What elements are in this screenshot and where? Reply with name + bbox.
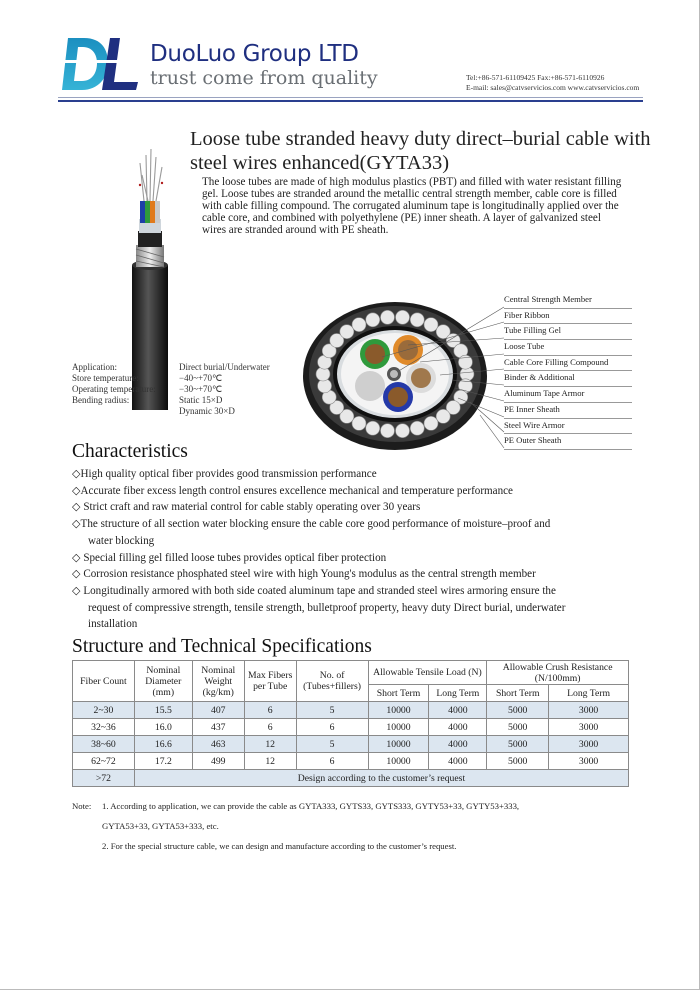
header-rule-thin (58, 97, 643, 98)
steel-wire-circle (424, 318, 438, 332)
cell-weight: 437 (192, 719, 244, 736)
table-row-custom (73, 770, 629, 787)
header-rule-thick (58, 100, 643, 102)
layer-label: Fiber Ribbon (504, 309, 632, 325)
characteristic-item (72, 583, 652, 633)
table-header-row (73, 661, 629, 685)
steel-wire-circle (396, 424, 410, 438)
steel-wire-circle (436, 409, 450, 423)
store-temp-label: Store temperature: (72, 373, 139, 383)
steel-wire-circle (352, 318, 366, 332)
characteristic-item (72, 566, 652, 583)
brand-tagline: trust come from quality (150, 67, 378, 89)
steel-wire-circle (458, 355, 472, 369)
cell-fiber-count: >72 (73, 770, 135, 787)
steel-wire-circle (410, 421, 424, 435)
cell-crush-short: 5000 (487, 736, 549, 753)
steel-wire-circle (352, 416, 366, 430)
cell-tubes: 6 (296, 719, 368, 736)
operating-temp-label: Operating temperature: (72, 384, 156, 394)
characteristic-item (72, 483, 652, 500)
layer-label: Cable Core Filling Compound (504, 356, 632, 372)
application-value: Direct burial/Underwater (179, 362, 270, 372)
application-label: Application: (72, 362, 117, 372)
operating-temp-value: −30~+70℃ (179, 384, 223, 394)
cell-weight: 499 (192, 753, 244, 770)
header-tensile-long: Long Term (429, 685, 487, 702)
cell-tubes: 6 (296, 753, 368, 770)
cell-crush-short: 5000 (487, 753, 549, 770)
cell-tensile-long: 4000 (429, 736, 487, 753)
cell-tensile-short: 10000 (368, 753, 429, 770)
application-row (72, 362, 312, 373)
characteristic-text-cont: installation (88, 618, 138, 631)
cell-tensile-short: 10000 (368, 736, 429, 753)
diamond-bullet-icon: ◇ (72, 584, 81, 597)
bending-radius-row (72, 395, 312, 406)
store-temp-value: −40~+70℃ (179, 373, 223, 383)
layer-label: PE Outer Sheath (504, 434, 632, 450)
characteristics-heading: Characteristics (72, 441, 188, 462)
cell-tensile-long: 4000 (429, 719, 487, 736)
steel-wire-circle (366, 313, 380, 327)
layer-label: Tube Filling Gel (504, 324, 632, 340)
header-diameter: Nominal Diameter (mm) (134, 661, 192, 702)
cell-diameter: 16.6 (134, 736, 192, 753)
table-row (73, 736, 629, 753)
diamond-bullet-icon: ◇ (72, 551, 81, 564)
note-item (72, 801, 652, 812)
steel-wire-circle (396, 310, 410, 324)
characteristic-text: Longitudinally armored with both side coated aluminum tape and stranded steel wires armoring ensure the (80, 584, 556, 597)
store-temp-row (72, 373, 312, 384)
characteristic-item (72, 550, 652, 567)
characteristic-item (72, 466, 652, 483)
cell-tensile-short: 10000 (368, 719, 429, 736)
steel-wire-circle (380, 310, 394, 324)
cell-tubes: 5 (296, 736, 368, 753)
header-tensile: Allowable Tensile Load (N) (368, 661, 487, 685)
steel-wire-circle (380, 424, 394, 438)
cell-tensile-long: 4000 (429, 753, 487, 770)
note-block (72, 801, 652, 852)
cell-diameter: 16.0 (134, 719, 192, 736)
cell-diameter: 17.2 (134, 753, 192, 770)
cell-crush-short: 5000 (487, 702, 549, 719)
header-crush-long: Long Term (549, 685, 629, 702)
diamond-bullet-icon: ◇ (72, 568, 81, 581)
characteristic-item (72, 516, 652, 549)
cell-crush-long: 3000 (549, 736, 629, 753)
steel-wire-circle (410, 313, 424, 327)
cell-diameter: 15.5 (134, 702, 192, 719)
steel-wire-circle (424, 416, 438, 430)
diamond-bullet-icon: ◇ (72, 484, 81, 497)
cell-max-fibers: 6 (244, 702, 296, 719)
note-text-cont: GYTA53+33, GYTA53+333, etc. (102, 821, 219, 831)
cell-crush-short: 5000 (487, 719, 549, 736)
cell-fiber-count: 38~60 (73, 736, 135, 753)
bending-radius-dynamic: Dynamic 30×D (179, 406, 235, 416)
steel-wire-circle (340, 325, 354, 339)
header-max-fibers: Max Fibers per Tube (244, 661, 296, 702)
cable-cross-section-illustration (300, 294, 510, 454)
cell-max-fibers: 12 (244, 736, 296, 753)
layer-label: Loose Tube (504, 340, 632, 356)
layer-label: Central Strength Member (504, 293, 632, 309)
table-row (73, 702, 629, 719)
characteristic-text: Accurate fiber excess length control ensures excellence mechanical and temperature performance (80, 484, 513, 497)
cell-weight: 463 (192, 736, 244, 753)
cell-tensile-long: 4000 (429, 702, 487, 719)
cell-crush-long: 3000 (549, 702, 629, 719)
product-description: The loose tubes are made of high modulus plastics (PBT) and filled with water resistant filling gel. Loose tubes are stranded around the metallic central strength member, cable core is filled with cable filling compound. The corrugated aluminum tape is longitudinally applied over the cable core, and combined with polyethylene (PE) inner sheath. A layer of galvanized steel wires are stranded around with PE sheath. (202, 176, 622, 237)
layer-label: Aluminum Tape Armor (504, 387, 632, 403)
layer-label: Steel Wire Armor (504, 419, 632, 435)
header-tensile-short: Short Term (368, 685, 429, 702)
characteristic-text-cont: water blocking (88, 534, 155, 547)
cell-fiber-count: 32~36 (73, 719, 135, 736)
cell-crush-long: 3000 (549, 753, 629, 770)
characteristic-text: Corrosion resistance phosphated steel wire with high Young's modulus as the central strength member (80, 568, 536, 581)
bending-radius-label: Bending radius: (72, 395, 130, 405)
cell-fiber-count: 2~30 (73, 702, 135, 719)
header-tubes: No. of (Tubes+fillers) (296, 661, 368, 702)
specifications-heading: Structure and Technical Specifications (72, 636, 372, 657)
table-row (73, 719, 629, 736)
cell-crush-long: 3000 (549, 719, 629, 736)
table-row (73, 753, 629, 770)
cell-custom-design: Design according to the customer’s request (134, 770, 628, 787)
contact-email-web: E-mail: sales@catvservicios.com www.catvservicios.com (466, 83, 640, 92)
characteristic-text: Strict craft and raw material control for cable stably operating over 30 years (80, 501, 421, 514)
note-label: Note: (72, 801, 92, 811)
diamond-bullet-icon: ◇ (72, 518, 81, 531)
characteristic-item (72, 499, 652, 516)
note-text: 1. According to application, we can provide the cable as GYTA333, GYTS33, GYTS333, GYTY53+33, GYTY53+333, (102, 801, 520, 811)
cell-weight: 407 (192, 702, 244, 719)
duoluo-logo (58, 32, 140, 96)
application-info (72, 362, 312, 417)
header-fiber-count: Fiber Count (73, 661, 135, 702)
cell-tubes: 5 (296, 702, 368, 719)
characteristic-text: The structure of all section water blocking ensure the cable core good performance of moisture–proof and (80, 518, 551, 531)
note-text: 2. For the special structure cable, we can design and manufacture according to the customer’s request. (102, 841, 457, 851)
characteristic-text: Special filling gel filled loose tubes provides optical fiber protection (80, 551, 387, 564)
header-crush-short: Short Term (487, 685, 549, 702)
characteristic-text: High quality optical fiber provides good transmission performance (80, 468, 377, 480)
specifications-table (72, 660, 629, 787)
layer-label: PE Inner Sheath (504, 403, 632, 419)
operating-temp-row (72, 384, 312, 395)
layer-legend (504, 293, 632, 450)
cell-max-fibers: 12 (244, 753, 296, 770)
layer-label: Binder & Additional (504, 371, 632, 387)
characteristics-list (72, 466, 652, 633)
contact-phone-fax: Tel:+86-571-61109425 Fax:+86-571-6110926 (466, 73, 605, 82)
header-weight: Nominal Weight (kg/km) (192, 661, 244, 702)
steel-wire-circle (366, 421, 380, 435)
diamond-bullet-icon: ◇ (72, 501, 81, 514)
cell-max-fibers: 6 (244, 719, 296, 736)
characteristic-text-cont: request of compressive strength, tensile strength, bulletproof property, heavy duty Direct burial, underwater (88, 601, 566, 614)
cell-tensile-short: 10000 (368, 702, 429, 719)
product-title: Loose tube stranded heavy duty direct–burial cable with steel wires enhanced(GYTA33) (190, 128, 651, 174)
header-crush: Allowable Crush Resistance (N/100mm) (487, 661, 629, 685)
brand-name: DuoLuo Group LTD (150, 41, 359, 67)
bending-radius-row-2 (72, 406, 312, 417)
diamond-bullet-icon: ◇ (72, 468, 81, 480)
cell-fiber-count: 62~72 (73, 753, 135, 770)
bending-radius-static: Static 15×D (179, 395, 223, 405)
